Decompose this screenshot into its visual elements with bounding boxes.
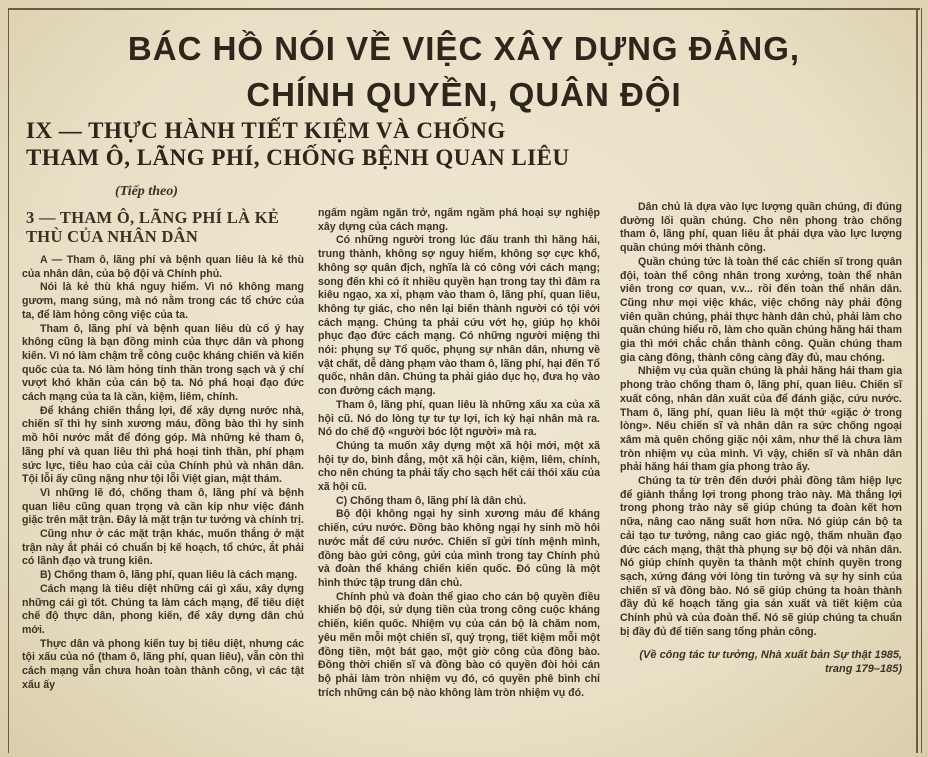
headline-line-1: BÁC HỒ NÓI VỀ VIỆC XÂY DỰNG ĐẢNG, bbox=[127, 30, 801, 67]
paragraph: Vì những lẽ đó, chống tham ô, lãng phí và bệnh quan liêu cũng quan trọng và cần kíp như việc đánh giặc trên mặt trận. Đây là mặt trận tư tưởng và chính trị. bbox=[22, 486, 304, 527]
right-border-outer bbox=[921, 8, 922, 753]
paragraph: Chúng ta muốn xây dựng một xã hội mới, một xã hội tự do, bình đẳng, một xã hội cần, kiệm, liêm, chính, cho nên chúng ta phải tẩy cho sạch hết cái thói xấu của xã hội cũ. bbox=[318, 439, 600, 494]
paragraph: Nói là kẻ thù khá nguy hiểm. Vì nó không mang gươm, mang súng, mà nó nằm trong các tổ chức của ta, để làm hỏng công việc của ta. bbox=[22, 281, 304, 321]
paragraph: Dân chủ là dựa vào lực lượng quần chúng, đi đúng đường lối quần chúng. Cho nên phong trào chống tham ô, lãng phí, quan liêu ắt phải dựa vào lực lượng quần chúng mới thành công. bbox=[620, 201, 902, 255]
paragraph: Tham ô, lãng phí, quan liêu là những xấu xa của xã hội cũ. Nó do lòng tự tư tự lợi, ích kỷ hại nhân mà ra. Nó do chế độ «người bóc lột người» mà ra. bbox=[318, 398, 600, 439]
paragraph: Tham ô, lãng phí và bệnh quan liêu dù cố ý hay không cũng là bạn đồng minh của thực dân và phong kiến. Vì nó làm chậm trễ công cuộc kháng chiến và kiến quốc của ta. Nó làm hỏng tinh thần trong sạch và ý chí vượt khó khăn của cán bộ ta. Nó phá hoại đạo đức cách mạng của ta là cần, kiệm, liêm, chính. bbox=[22, 322, 304, 404]
article-column-2 bbox=[318, 207, 600, 700]
article-column-3 bbox=[620, 201, 902, 676]
subtitle-line-1: IX — THỰC HÀNH TIẾT KIỆM VÀ CHỐNG bbox=[26, 118, 506, 143]
headline-line-2: CHÍNH QUYỀN, QUÂN ĐỘI bbox=[246, 76, 682, 113]
left-border bbox=[8, 8, 9, 753]
paragraph: Có những người trong lúc đấu tranh thì hăng hái, trung thành, không sợ nguy hiểm, không sợ cực khổ, không sợ quân địch, nghĩa là có công với cách mạng; song đến khi có ít nhiều quyền hạn trong tay thì đâm ra kiêu ngạo, xa xỉ, phạm vào tham ô, lãng phí, quan liêu, không tự giác, cho nên lại biến thành người có tội với cách mạng. Chúng ta phải cứu vớt họ, giúp họ khôi phục đạo đức cách mạng. Có những người miệng thì nói: phụng sự Tổ quốc, phụng sự nhân dân, nhưng về vật chất, dễ dàng phạm vào tham ô, lãng phí, hại đến Tổ quốc, nhân dân. Chúng ta phải giáo dục họ, đưa họ vào con đường cách mạng. bbox=[318, 234, 600, 398]
paragraph: A — Tham ô, lãng phí và bệnh quan liêu là kẻ thù của nhân dân, của bộ đội và Chính phủ. bbox=[22, 254, 304, 280]
paragraph: Để kháng chiến thắng lợi, để xây dựng nước nhà, chiến sĩ thì hy sinh xương máu, đồng bào thì hy sinh mồ hôi nước mắt để đóng góp. Mà những kẻ tham ô, lãng phí và quan liêu thì phá hoại tinh thần, phí phạm sức lực, tiêu hao của cải của Chính phủ và nhân dân. Tội lỗi ấy cũng nặng như tội lỗi Việt gian, mật thám. bbox=[22, 404, 304, 486]
paragraph: B) Chống tham ô, lãng phí, quan liêu là cách mạng. bbox=[40, 569, 298, 582]
subtitle-line-2: THAM Ô, LÃNG PHÍ, CHỐNG BỆNH QUAN LIÊU bbox=[26, 145, 570, 170]
source-citation: (Về công tác tư tưởng, Nhà xuất bản Sự thật 1985, trang 179–185) bbox=[639, 648, 902, 675]
paragraph: C) Chống tham ô, lãng phí là dân chủ. bbox=[336, 494, 527, 507]
paragraph: Quần chúng tức là toàn thể các chiến sĩ trong quân đội, toàn thể công nhân trong xưởng, toàn thể nhân viên trong cơ quan, v.v... rồi đến toàn thể nhân dân. Cũng như mọi việc khác, việc chống này phải động viên quần chúng, phải thực hành dân chủ, phải làm cho quần chúng hiểu rõ, làm cho quần chúng hăng hái tham gia thì mới chắc chắn thành công. Quần chúng tham gia càng đông, thành công càng đầy đủ, mau chóng. bbox=[620, 255, 902, 364]
section-heading: 3 — THAM Ô, LÃNG PHÍ LÀ KẺ THÙ CỦA NHÂN DÂN bbox=[26, 208, 280, 246]
paragraph: Cũng như ở các mặt trận khác, muốn thắng ở mặt trận này ắt phải có chuẩn bị kế hoạch, tổ chức, ắt phải có lãnh đạo và trung kiên. bbox=[22, 528, 304, 568]
paragraph: ngấm ngầm ngăn trở, ngấm ngầm phá hoại sự nghiệp xây dựng của cách mạng. bbox=[318, 207, 600, 233]
paragraph: Chính phủ và đoàn thể giao cho cán bộ quyền điều khiển bộ đội, sử dụng tiền của trong công cuộc kháng chiến, kiến quốc. Nhiệm vụ của cán bộ là chăm nom, yêu mến mỗi một chiến sĩ, quý trọng, tiết kiệm mỗi một đồng tiền, một bát gạo, một giờ công của đồng bào. Đồng thời chiến sĩ và đồng bào có quyền đòi hỏi cán bộ phải làm tròn nhiệm vụ đó, có quyền phê bình chỉ trích những cán bộ nào không làm tròn nhiệm vụ đó. bbox=[318, 590, 600, 699]
paragraph: Bộ đội không ngại hy sinh xương máu để kháng chiến, cứu nước. Đồng bào không ngại hy sinh mồ hôi nước mắt để cứu nước. Chiến sĩ gửi tính mệnh mình, đồng bào gửi công, gửi của mình trong tay Chính phủ và đoàn thể kháng chiến kiến quốc. Đó cũng là một hình thức tập trung dân chủ. bbox=[318, 508, 600, 589]
paragraph: Nhiệm vụ của quần chúng là phải hăng hái tham gia phong trào chống tham ô, lãng phí, quan liêu. Chiến sĩ xuất công, nhân dân xuất của để đánh giặc, cứu nước. Tham ô, lãng phí, quan liêu là một thứ «giặc ở trong lòng». Nếu chiến sĩ và nhân dân ra sức chống ngoại xâm mà quên chống giặc nội xâm, như thế là chưa làm tròn nhiệm vụ của mình. Vì vậy, chiến sĩ và nhân dân phải hăng hái tham gia phong trào ấy. bbox=[620, 365, 902, 474]
paragraph: Cách mạng là tiêu diệt những cái gì xấu, xây dựng những cái gì tốt. Chúng ta làm cách mạng, để tiêu diệt chế độ thực dân, phong kiến, để xây dựng dân chủ mới. bbox=[22, 582, 304, 636]
paragraph: Chúng ta từ trên đến dưới phải đồng tâm hiệp lực để giành thắng lợi trong phong trào này. Mà thắng lợi trong phong trào này sẽ giúp chúng ta đoàn kết hơn nữa, nâng cao năng suất hơn nữa. Nó giúp cán bộ ta cải tạo tư tưởng, nâng cao giác ngộ, thấm nhuần đạo đức cách mạng, thật thà phụng sự bộ đội và nhân dân. Nó giúp chính quyền ta thành một chính quyền trong sạch, xứng đáng với lòng tin tưởng và sự hy sinh của chiến sĩ và đồng bào. Nó sẽ giúp chúng ta hoàn thành đầy đủ kế hoạch tăng gia sản xuất và tiết kiệm của Chính phủ và của đoàn thể. Nó sẽ giúp chúng ta chuẩn bị đầy đủ để tiến sang tổng phản công. bbox=[620, 475, 902, 638]
article-column-1 bbox=[22, 254, 304, 693]
continued-label: (Tiếp theo) bbox=[115, 184, 178, 199]
top-border bbox=[8, 8, 920, 10]
paragraph: Thực dân và phong kiến tuy bị tiêu diệt, nhưng các tội xấu của nó (tham ô, lãng phí, quan liêu), vẫn còn thì cách mạng vẫn chưa hoàn toàn thành công, vì các tật xấu ấy bbox=[22, 637, 304, 691]
right-border bbox=[916, 8, 918, 753]
